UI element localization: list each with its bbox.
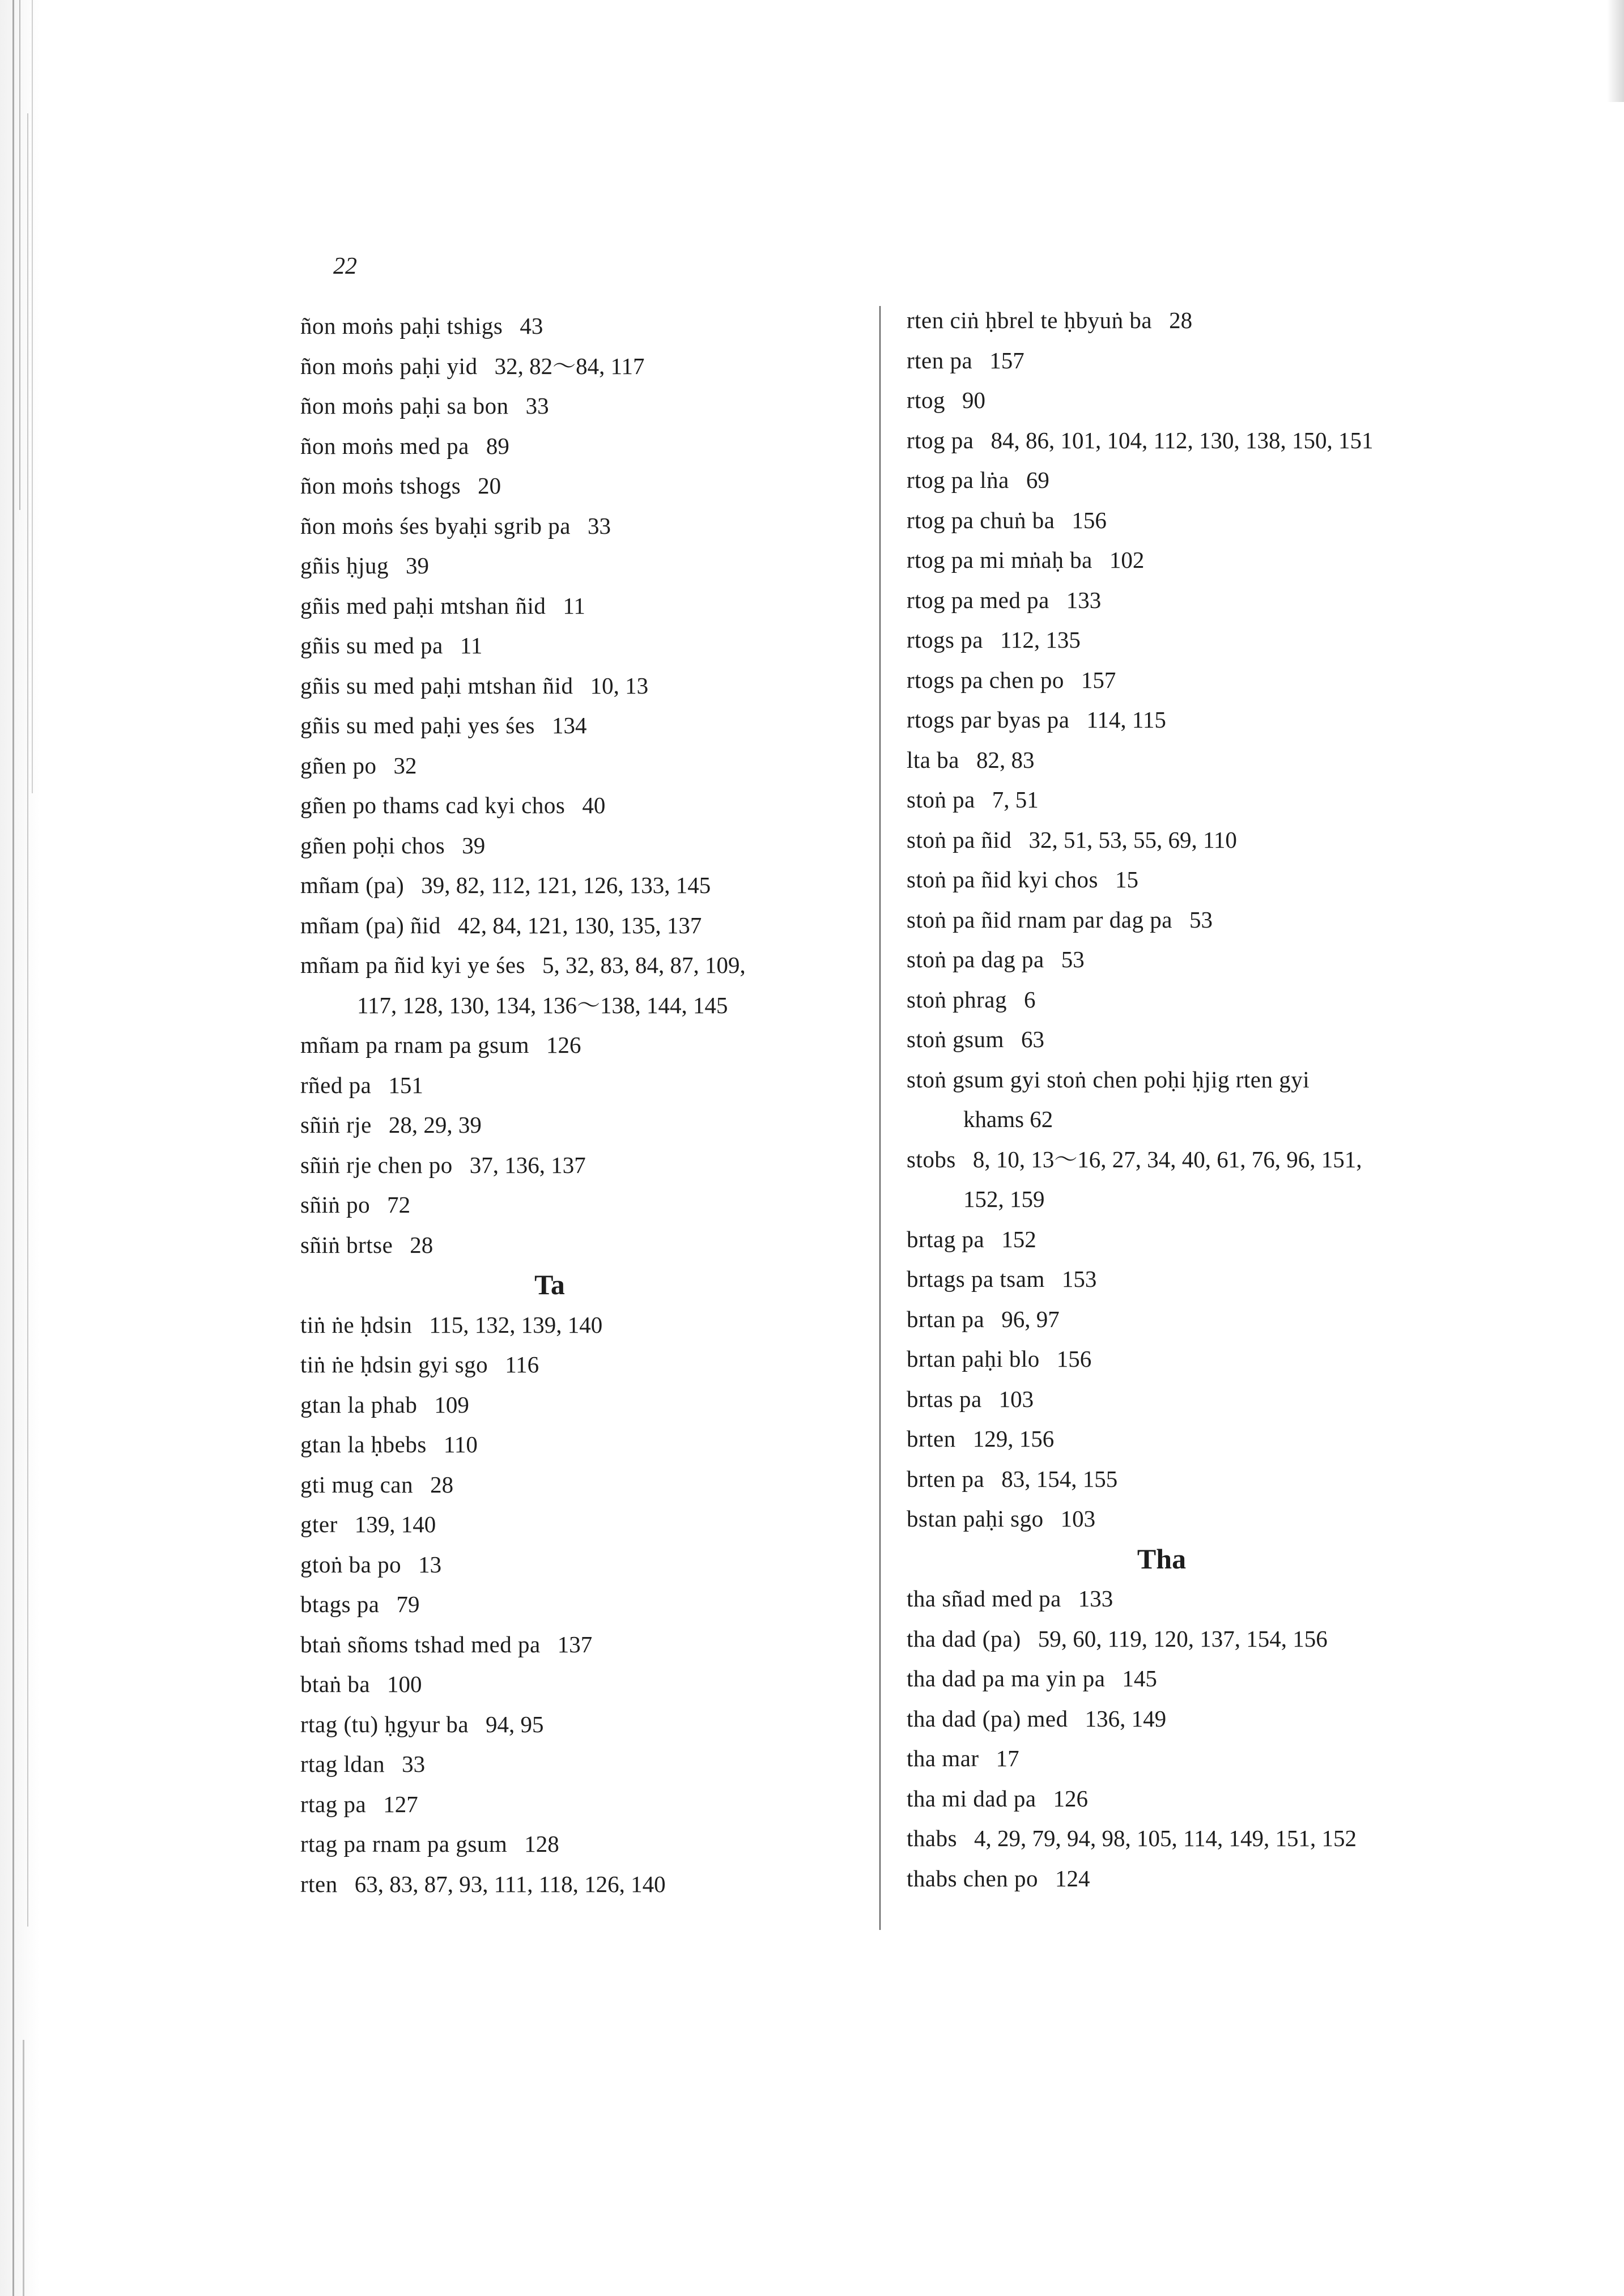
index-entry (300, 1584, 867, 1625)
page-references: 153 (1061, 1266, 1097, 1292)
index-entry (907, 820, 1473, 860)
page-references: 103 (998, 1385, 1034, 1412)
index-term: brtan pa (907, 1306, 985, 1332)
index-term: ñon moṅs śes byaḥi sgrib pa (300, 512, 571, 539)
page-references: 28, 29, 39 (388, 1112, 482, 1138)
index-entry (300, 1664, 867, 1704)
index-term: brtas pa (907, 1385, 982, 1412)
index-entry (907, 1579, 1473, 1619)
index-entry (907, 1379, 1473, 1419)
index-term: rtogs pa (907, 627, 983, 653)
index-entry (300, 905, 867, 946)
page-references: 156 (1056, 1346, 1092, 1372)
index-term: gñen poḥi chos (300, 832, 445, 858)
index-term: gñen po (300, 752, 377, 779)
page-references: 133 (1066, 586, 1102, 613)
index-term: gtan la ḥbebs (300, 1431, 427, 1457)
index-entry (300, 1185, 867, 1225)
page-references: 39 (462, 832, 486, 858)
index-term: mñam (pa) ñid (300, 912, 441, 938)
page-references: 43 (520, 313, 543, 339)
index-term: stoṅ gsum (907, 1026, 1004, 1052)
page-references: 156 (1072, 507, 1107, 533)
index-term: stobs (907, 1146, 956, 1172)
index-term: gñis su med pa (300, 632, 443, 658)
page-references: 39, 82, 112, 121, 126, 133, 145 (421, 872, 711, 898)
page-references: 33 (525, 393, 549, 419)
page-references: 28 (430, 1471, 454, 1498)
page-references: 59, 60, 119, 120, 137, 154, 156 (1038, 1625, 1328, 1652)
index-term: gter (300, 1511, 338, 1537)
index-entry (907, 1659, 1473, 1699)
index-term: gñen po thams cad kyi chos (300, 792, 566, 818)
index-term: sñiṅ rje chen po (300, 1151, 453, 1178)
page-references: 13 (418, 1551, 442, 1578)
index-entry (907, 1060, 1473, 1100)
index-entry (300, 1465, 867, 1505)
page-references: 114, 115 (1086, 707, 1166, 733)
index-entry (300, 1425, 867, 1465)
index-entry (300, 1105, 867, 1145)
index-entry (907, 1140, 1473, 1180)
scan-line (27, 113, 28, 1927)
index-term: rten pa (907, 347, 973, 373)
index-term: mñam pa rnam pa gsum (300, 1032, 529, 1058)
index-term: sñiṅ po (300, 1192, 371, 1218)
index-entry (907, 1779, 1473, 1819)
index-term: rtog (907, 387, 946, 413)
index-entry (907, 300, 1473, 341)
index-entry (300, 1385, 867, 1425)
index-entry (300, 506, 867, 546)
page-references: 128 (524, 1831, 559, 1857)
page-references: 11 (563, 592, 585, 619)
index-entry (300, 1545, 867, 1585)
index-entry (300, 466, 867, 506)
page-references: 53 (1189, 906, 1213, 933)
index-entry (300, 1504, 867, 1545)
index-entry (907, 740, 1473, 780)
page-references: 33 (588, 512, 611, 539)
index-term: rten (300, 1870, 338, 1897)
index-term: gtan la phab (300, 1391, 418, 1418)
left-index-column (300, 306, 867, 1904)
index-entry (907, 620, 1473, 660)
scan-line (12, 0, 14, 2296)
index-entry-continuation (907, 1179, 1473, 1219)
index-term: rten ciṅ ḥbrel te ḥbyuṅ ba (907, 307, 1153, 333)
page-references: 8, 10, 13〜16, 27, 34, 40, 61, 76, 96, 151, (972, 1146, 1362, 1172)
page-references: 117, 128, 130, 134, 136〜138, 144, 145 (357, 992, 728, 1018)
index-entry (300, 1824, 867, 1864)
index-entry (300, 785, 867, 826)
page-references: 145 (1122, 1665, 1157, 1691)
page-references: 89 (486, 432, 509, 459)
index-entry (907, 1339, 1473, 1379)
index-term: tiṅ ṅe ḥdsin (300, 1311, 413, 1338)
index-term: rtog pa mi mṅaḥ ba (907, 547, 1092, 573)
index-entry-continuation (300, 985, 867, 1026)
section-heading: Ta (534, 1269, 565, 1300)
index-entry (300, 1704, 867, 1745)
index-term: tha sñad med pa (907, 1585, 1061, 1612)
page-references: 28 (1169, 307, 1193, 333)
page-references: 63, 83, 87, 93, 111, 118, 126, 140 (354, 1870, 666, 1897)
index-entry (907, 1859, 1473, 1899)
page-references: 7, 51 (992, 786, 1039, 813)
index-term: rtogs pa chen po (907, 666, 1064, 693)
index-entry (907, 460, 1473, 500)
page-references: 109 (434, 1391, 469, 1418)
index-term: rtag pa rnam pa gsum (300, 1831, 508, 1857)
index-term: sñiṅ rje (300, 1112, 372, 1138)
scan-line (23, 2040, 24, 2296)
index-entry (300, 1145, 867, 1185)
index-term: rtogs par byas pa (907, 707, 1070, 733)
index-term: tha mi dad pa (907, 1785, 1036, 1812)
scan-edge-right (1607, 0, 1624, 102)
index-entry (300, 1065, 867, 1106)
index-entry (907, 700, 1473, 740)
scan-line (32, 0, 33, 793)
page-references: 79 (396, 1591, 420, 1617)
index-term: thabs (907, 1825, 958, 1851)
index-entry (300, 1864, 867, 1904)
page-references: 63 (1021, 1026, 1044, 1052)
page-references: 20 (478, 473, 501, 499)
page-references: 10, 13 (590, 672, 649, 699)
page-references: 42, 84, 121, 130, 135, 137 (457, 912, 702, 938)
index-term: ñon moṅs med pa (300, 432, 469, 459)
page-references: 40 (582, 792, 606, 818)
page-references: 11 (460, 632, 483, 658)
index-entry (300, 346, 867, 386)
page-references: 127 (383, 1791, 418, 1817)
index-term: stoṅ pa dag pa (907, 946, 1044, 972)
index-term: gñis su med paḥi yes śes (300, 712, 535, 738)
index-entry (300, 426, 867, 466)
page-references: 134 (552, 712, 587, 738)
index-entry (907, 860, 1473, 900)
index-term: brtags pa tsam (907, 1266, 1045, 1292)
index-entry (907, 420, 1473, 461)
index-term: sñiṅ brtse (300, 1231, 393, 1258)
index-entry (907, 1299, 1473, 1340)
index-term: btaṅ ba (300, 1671, 371, 1697)
index-term: ñon moṅs paḥi yid (300, 352, 478, 379)
page-references: 139, 140 (354, 1511, 436, 1537)
index-term: rtog pa (907, 427, 974, 453)
index-entry (907, 980, 1473, 1020)
page-references: 84, 86, 101, 104, 112, 130, 138, 150, 151 (990, 427, 1374, 453)
index-entry (300, 666, 867, 706)
index-term: gtoṅ ba po (300, 1551, 402, 1578)
index-term: rtog pa lṅa (907, 467, 1009, 493)
page-references: 110 (443, 1431, 478, 1457)
page-references: 6 (1023, 986, 1036, 1013)
index-entry (907, 1219, 1473, 1260)
page-references: 96, 97 (1001, 1306, 1060, 1332)
index-term: thabs chen po (907, 1865, 1038, 1891)
index-entry (907, 500, 1473, 541)
index-term: gñis su med paḥi mtshan ñid (300, 672, 573, 699)
right-index-column (907, 300, 1473, 1898)
index-term: btaṅ sñoms tshad med pa (300, 1631, 541, 1657)
page-references: 53 (1061, 946, 1085, 972)
index-entry (907, 580, 1473, 620)
page-references: 69 (1026, 467, 1049, 493)
index-entry (300, 1625, 867, 1665)
index-entry (300, 746, 867, 786)
page-references: 5, 32, 83, 84, 87, 109, (542, 952, 746, 978)
index-term: btags pa (300, 1591, 380, 1617)
index-term: stoṅ pa ñid (907, 826, 1012, 853)
page-references: 103 (1060, 1506, 1096, 1532)
index-entry (907, 1499, 1473, 1539)
index-entry (907, 1419, 1473, 1459)
index-term: brten (907, 1426, 956, 1452)
index-term: gñis ḥjug (300, 552, 389, 579)
page-references: 90 (962, 387, 986, 413)
index-entry (907, 1619, 1473, 1659)
index-entry (300, 1225, 867, 1265)
page-references: 151 (388, 1072, 423, 1098)
index-entry (907, 660, 1473, 700)
index-entry-continuation (907, 1099, 1473, 1140)
index-entry (300, 626, 867, 666)
index-entry (300, 1744, 867, 1784)
index-term: rtag ldan (300, 1751, 385, 1777)
index-entry (907, 1699, 1473, 1739)
index-term: stoṅ pa (907, 786, 975, 813)
section-heading: Tha (1137, 1542, 1187, 1575)
page-references: khams 62 (963, 1106, 1053, 1132)
index-term: gti mug can (300, 1471, 414, 1498)
index-term: gñis med paḥi mtshan ñid (300, 592, 546, 619)
index-entry (907, 1019, 1473, 1060)
page-references: 136, 149 (1085, 1705, 1167, 1732)
index-entry (907, 540, 1473, 580)
page-references: 28 (410, 1231, 433, 1258)
page-references: 32 (393, 752, 417, 779)
page-references: 124 (1055, 1865, 1090, 1891)
index-entry (907, 900, 1473, 940)
index-term: tha dad pa ma yin pa (907, 1665, 1106, 1691)
index-entry (907, 1459, 1473, 1499)
page-references: 126 (1053, 1785, 1089, 1812)
index-entry (907, 1259, 1473, 1299)
index-entry (300, 1025, 867, 1065)
index-term: stoṅ pa ñid kyi chos (907, 866, 1098, 892)
index-term: rñed pa (300, 1072, 372, 1098)
index-entry (300, 1784, 867, 1825)
index-term: rtog pa chuṅ ba (907, 507, 1055, 533)
page-references: 17 (996, 1745, 1019, 1771)
page-references: 32, 51, 53, 55, 69, 110 (1028, 826, 1237, 853)
scan-line (19, 0, 20, 510)
page-references: 15 (1115, 866, 1138, 892)
page-references: 33 (402, 1751, 426, 1777)
index-term: tha mar (907, 1745, 979, 1771)
index-term: mñam pa ñid kyi ye śes (300, 952, 526, 978)
index-term: brtag pa (907, 1226, 985, 1252)
page-references: 152 (1001, 1226, 1036, 1252)
index-entry (300, 386, 867, 426)
index-entry (300, 1345, 867, 1385)
page-references: 100 (387, 1671, 422, 1697)
page-references: 72 (387, 1192, 411, 1218)
index-term: brten pa (907, 1465, 985, 1492)
page-references: 133 (1078, 1585, 1113, 1612)
index-entry (300, 945, 867, 985)
page-references: 32, 82〜84, 117 (494, 352, 645, 379)
page-references: 157 (989, 347, 1024, 373)
index-entry (300, 1305, 867, 1345)
index-term: ñon moṅs tshogs (300, 473, 461, 499)
index-term: bstan paḥi sgo (907, 1506, 1044, 1532)
page-references: 37, 136, 137 (469, 1151, 586, 1178)
index-term: tiṅ ṅe ḥdsin gyi sgo (300, 1351, 488, 1377)
index-term: stoṅ gsum gyi stoṅ chen poḥi ḥjig rten gyi (907, 1066, 1310, 1092)
index-entry (907, 939, 1473, 980)
index-term: rtag pa (300, 1791, 367, 1817)
index-term: rtag (tu) ḥgyur ba (300, 1711, 469, 1737)
page-references: 129, 156 (972, 1426, 1055, 1452)
index-term: ñon moṅs paḥi sa bon (300, 393, 509, 419)
scan-edge-left (0, 0, 40, 2296)
index-term: mñam (pa) (300, 872, 405, 898)
index-entry (907, 1818, 1473, 1859)
index-term: rtog pa med pa (907, 586, 1049, 613)
index-entry (907, 380, 1473, 420)
index-term: ñon moṅs paḥi tshigs (300, 313, 503, 339)
page-references: 102 (1109, 547, 1145, 573)
page-references: 152, 159 (963, 1186, 1045, 1212)
page-references: 4, 29, 79, 94, 98, 105, 114, 149, 151, 152 (974, 1825, 1357, 1851)
page-references: 137 (557, 1631, 593, 1657)
index-term: stoṅ phrag (907, 986, 1007, 1013)
page-references: 126 (546, 1032, 581, 1058)
index-term: tha dad (pa) (907, 1625, 1021, 1652)
index-term: brtan paḥi blo (907, 1346, 1040, 1372)
index-term: tha dad (pa) med (907, 1705, 1068, 1732)
index-entry (300, 865, 867, 905)
page-references: 112, 135 (1000, 627, 1081, 653)
index-entry (907, 1738, 1473, 1779)
page-references: 116 (505, 1351, 539, 1377)
index-term: stoṅ pa ñid rnam par dag pa (907, 906, 1172, 933)
index-entry (300, 826, 867, 866)
page-references: 157 (1081, 666, 1116, 693)
column-divider (879, 306, 881, 1930)
index-term: lta ba (907, 746, 959, 773)
page-references: 115, 132, 139, 140 (429, 1311, 603, 1338)
page-references: 94, 95 (486, 1711, 544, 1737)
page-references: 82, 83 (976, 746, 1035, 773)
index-entry (907, 780, 1473, 820)
page-number: 22 (333, 253, 357, 279)
index-entry (907, 341, 1473, 381)
index-entry (300, 705, 867, 746)
index-entry (300, 586, 867, 626)
index-entry (300, 306, 867, 346)
index-entry (300, 546, 867, 586)
page-references: 83, 154, 155 (1001, 1465, 1118, 1492)
page-references: 39 (406, 552, 429, 579)
